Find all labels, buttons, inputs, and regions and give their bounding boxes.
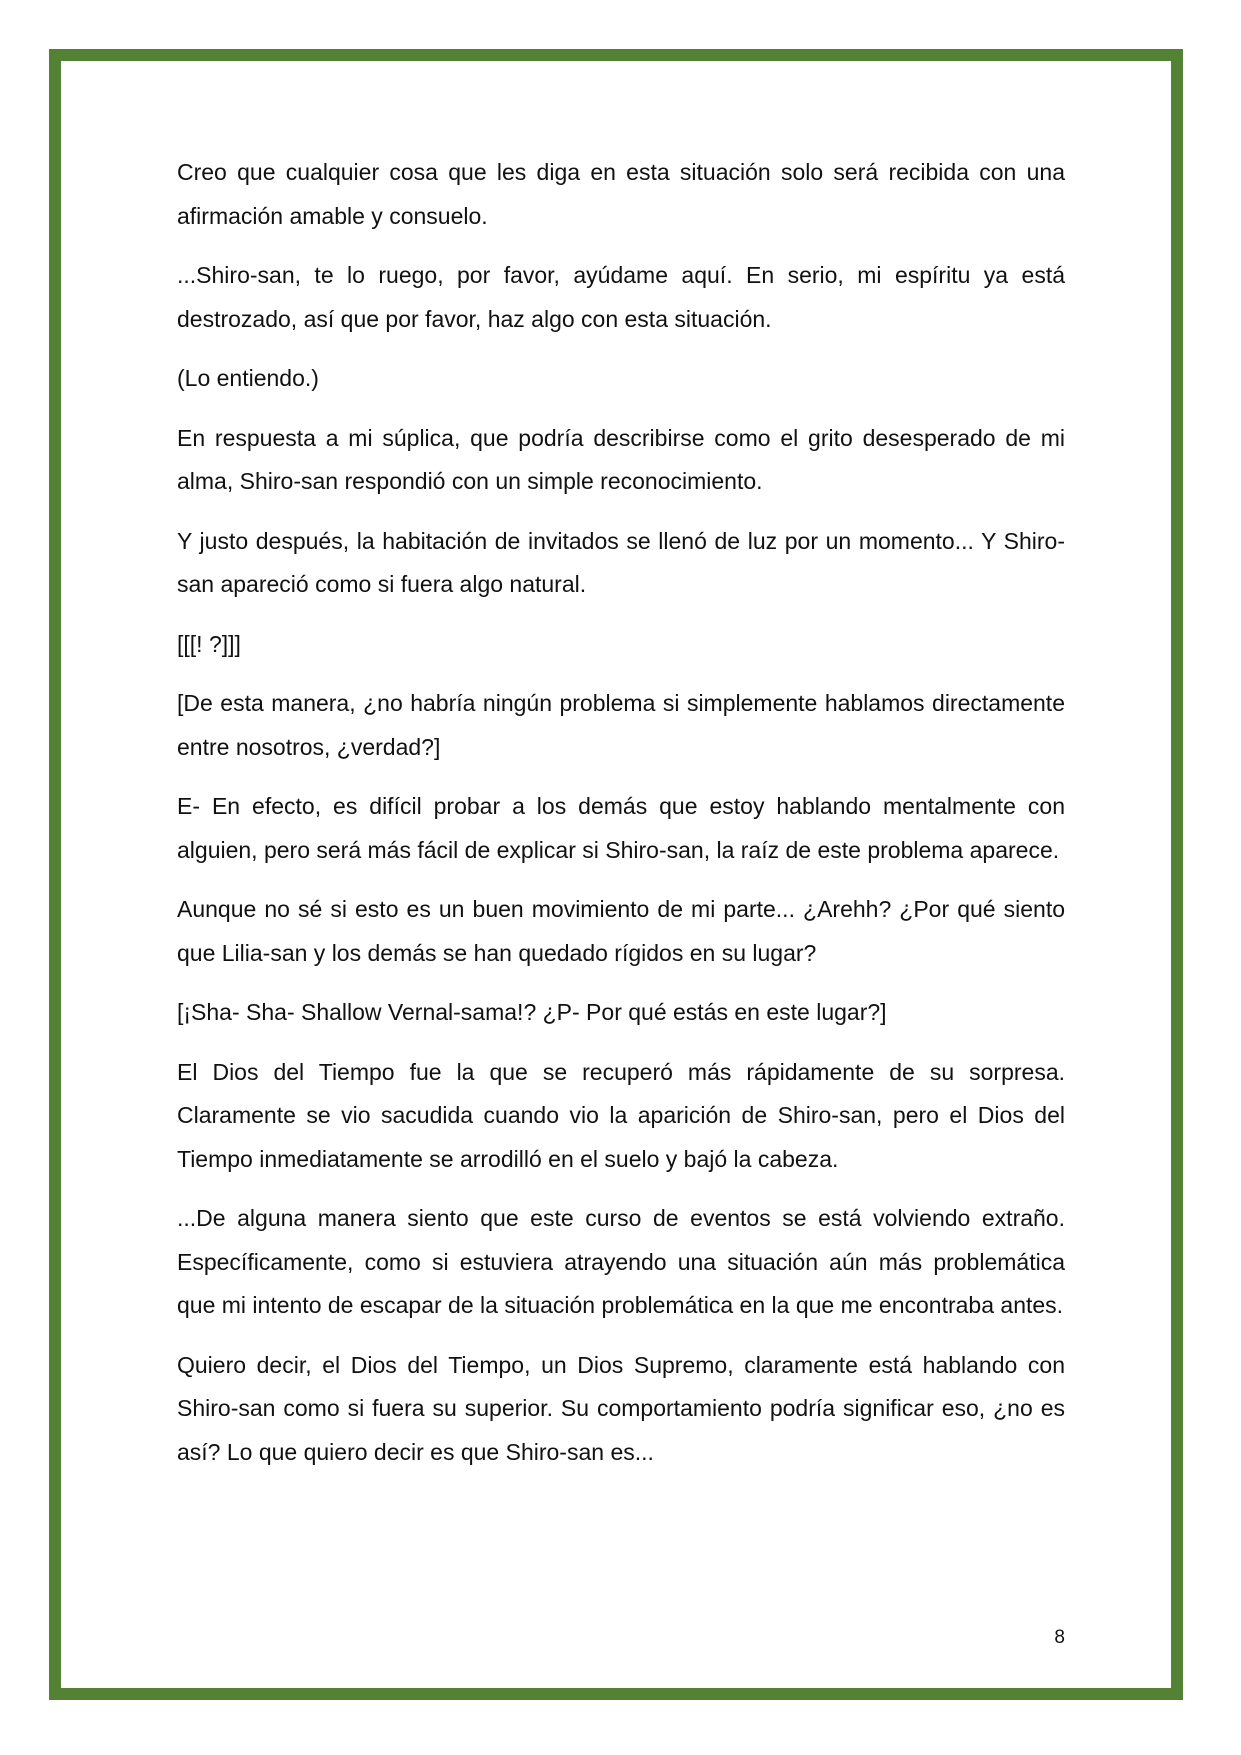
paragraph: En respuesta a mi súplica, que podría describirse como el grito desesperado de mi alma, Shiro-san respondió con un simple reconocimiento. <box>177 424 1065 494</box>
document-body <box>177 151 1065 1490</box>
paragraph: [¡Sha- Sha- Shallow Vernal-sama!? ¿P- Por qué estás en este lugar?] <box>177 999 887 1025</box>
paragraph: Creo que cualquier cosa que les diga en esta situación solo será recibida con una afirmación amable y consuelo. <box>177 159 1065 229</box>
paragraph: Quiero decir, el Dios del Tiempo, un Dios Supremo, claramente está hablando con Shiro-san como si fuera su superior. Su comportamiento podría significar eso, ¿no es así? Lo que quiero decir es que Shiro-san es... <box>177 1351 1065 1465</box>
page-number: 8 <box>1054 1627 1065 1648</box>
paragraph: (Lo entiendo.) <box>177 365 319 391</box>
paragraph: El Dios del Tiempo fue la que se recuperó más rápidamente de su sorpresa. Claramente se vio sacudida cuando vio la aparición de Shiro-san, pero el Dios del Tiempo inmediatamente se arrodilló en el suelo y bajó la cabeza. <box>177 1058 1065 1172</box>
paragraph: E- En efecto, es difícil probar a los demás que estoy hablando mentalmente con alguien, pero será más fácil de explicar si Shiro-san, la raíz de este problema aparece. <box>177 793 1065 863</box>
paragraph: Y justo después, la habitación de invitados se llenó de luz por un momento... Y Shiro-san apareció como si fuera algo natural. <box>177 527 1065 597</box>
paragraph: ...Shiro-san, te lo ruego, por favor, ayúdame aquí. En serio, mi espíritu ya está destrozado, así que por favor, haz algo con esta situación. <box>177 262 1065 332</box>
paragraph: ...De alguna manera siento que este curso de eventos se está volviendo extraño. Específicamente, como si estuviera atrayendo una situación aún más problemática que mi intento de escapar de la situación problemática en la que me encontraba antes. <box>177 1205 1065 1318</box>
paragraph: [[[! ?]]] <box>177 630 241 657</box>
paragraph: Aunque no sé si esto es un buen movimiento de mi parte... ¿Arehh? ¿Por qué siento que Lilia-san y los demás se han quedado rígidos en su lugar? <box>177 896 1065 966</box>
paragraph: [De esta manera, ¿no habría ningún problema si simplemente hablamos directamente entre nosotros, ¿verdad?] <box>177 690 1065 760</box>
